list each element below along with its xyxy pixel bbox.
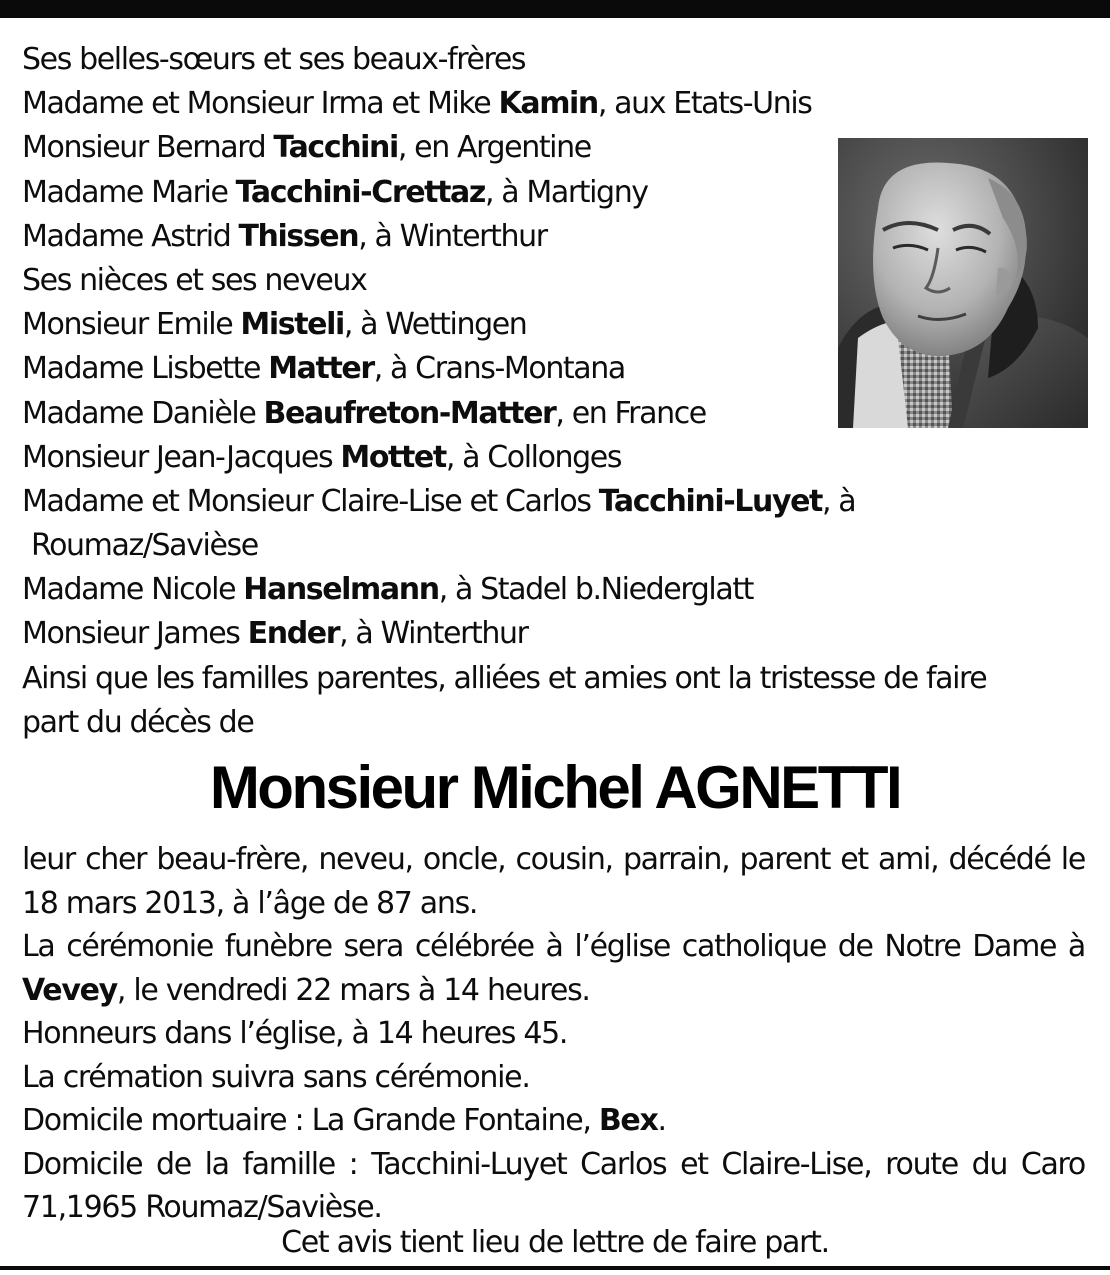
family-line <box>22 701 1092 745</box>
family-surname: Kamin <box>498 86 598 122</box>
family-location: , à Stadel b.Niederglatt <box>438 572 754 608</box>
family-home-paragraph: Domicile de la famille : Tacchini-Luyet Carlos et Claire-Lise, route du Caro 71,1965 Roumaz/Savièse. <box>22 1146 1085 1225</box>
family-line <box>22 259 1092 303</box>
family-line <box>22 303 1092 347</box>
top-rule <box>0 0 1110 18</box>
family-line <box>22 126 1092 170</box>
family-location: , en France <box>555 395 706 431</box>
family-line-text: part du décès de <box>22 704 254 740</box>
family-location: , à Winterthur <box>358 218 547 254</box>
relation-paragraph: leur cher beau-frère, neveu, oncle, cousin, parrain, parent et ami, décédé le 18 mars 2013, à l’âge de 87 ans. <box>22 842 1085 921</box>
ceremony-time: , le vendredi 22 mars à 14 heures. <box>116 972 590 1008</box>
family-line-text: Ses belles-sœurs et ses beaux-frères <box>22 42 526 77</box>
closing-line: Cet avis tient lieu de lettre de faire part. <box>281 1225 829 1260</box>
family-surname: Tacchini-Crettaz <box>235 174 485 210</box>
family-line <box>22 347 1092 391</box>
family-line <box>22 480 1092 524</box>
family-line-text: Monsieur Emile <box>22 307 241 343</box>
family-location: , aux Etats-Unis <box>597 86 812 122</box>
family-line-text: Monsieur James <box>22 616 248 652</box>
family-line <box>22 612 1092 656</box>
family-line <box>22 568 1092 612</box>
family-line <box>22 436 1092 480</box>
deceased-name: Monsieur Michel AGNETTI <box>209 754 901 821</box>
honours-paragraph: Honneurs dans l’église, à 14 heures 45. <box>22 1016 568 1051</box>
mortuary-paragraph <box>22 1099 1085 1143</box>
family-surname: Tacchini-Luyet <box>598 483 822 519</box>
family-location: , en Argentine <box>397 130 591 166</box>
family-location: , à Wettingen <box>343 307 527 343</box>
family-surname: Tacchini <box>273 130 398 166</box>
family-location: , à Crans-Montana <box>373 351 625 387</box>
family-line-text: Madame Danièle <box>22 395 264 431</box>
family-line <box>22 524 1092 568</box>
bottom-rule <box>0 1266 1110 1270</box>
family-line-text: Ainsi que les familles parentes, alliées et amies ont la tristesse de faire <box>22 660 987 696</box>
family-line-text: Madame Nicole <box>22 572 244 608</box>
family-surname: Beaufreton-Matter <box>263 395 556 431</box>
family-line-text: Roumaz/Savièse <box>31 528 258 564</box>
mortuary-place: Bex <box>598 1103 658 1138</box>
cremation-paragraph: La crémation suivra sans cérémonie. <box>22 1059 530 1095</box>
family-location: , à <box>822 483 856 519</box>
family-list <box>22 38 1092 745</box>
family-line-text: Madame et Monsieur Claire-Lise et Carlos <box>22 483 599 519</box>
family-surname: Misteli <box>240 307 344 343</box>
family-surname: Thissen <box>238 218 359 254</box>
family-line-text: Ses nièces et ses neveux <box>22 262 367 298</box>
family-line-text: Monsieur Bernard <box>22 130 274 166</box>
family-surname: Hanselmann <box>243 572 439 608</box>
ceremony-place: Vevey <box>22 972 117 1008</box>
family-line <box>22 38 1092 82</box>
family-line <box>22 171 1092 215</box>
family-location: , à Martigny <box>484 174 648 210</box>
mortuary-end: . <box>657 1103 666 1138</box>
family-surname: Ender <box>247 616 340 652</box>
family-line-text: Monsieur Jean-Jacques <box>22 439 341 475</box>
family-line <box>22 657 1092 701</box>
family-line-text: Madame Marie <box>22 174 236 210</box>
family-surname: Mottet <box>340 439 446 475</box>
family-line-text: Madame Astrid <box>22 218 239 254</box>
family-location: , à Collonges <box>445 439 622 475</box>
family-line <box>22 215 1092 259</box>
mortuary-text: Domicile mortuaire : La Grande Fontaine, <box>22 1103 599 1138</box>
family-line-text: Madame Lisbette <box>22 351 269 387</box>
family-line <box>22 82 1092 126</box>
family-line-text: Madame et Monsieur Irma et Mike <box>22 86 499 122</box>
family-location: , à Winterthur <box>339 616 528 652</box>
notice-body <box>22 838 1085 1230</box>
family-surname: Matter <box>268 351 374 387</box>
ceremony-text: La cérémonie funèbre sera célébrée à l’église catholique de Notre Dame à <box>22 929 1085 964</box>
ceremony-paragraph <box>22 925 1085 1012</box>
family-line <box>22 392 1092 436</box>
